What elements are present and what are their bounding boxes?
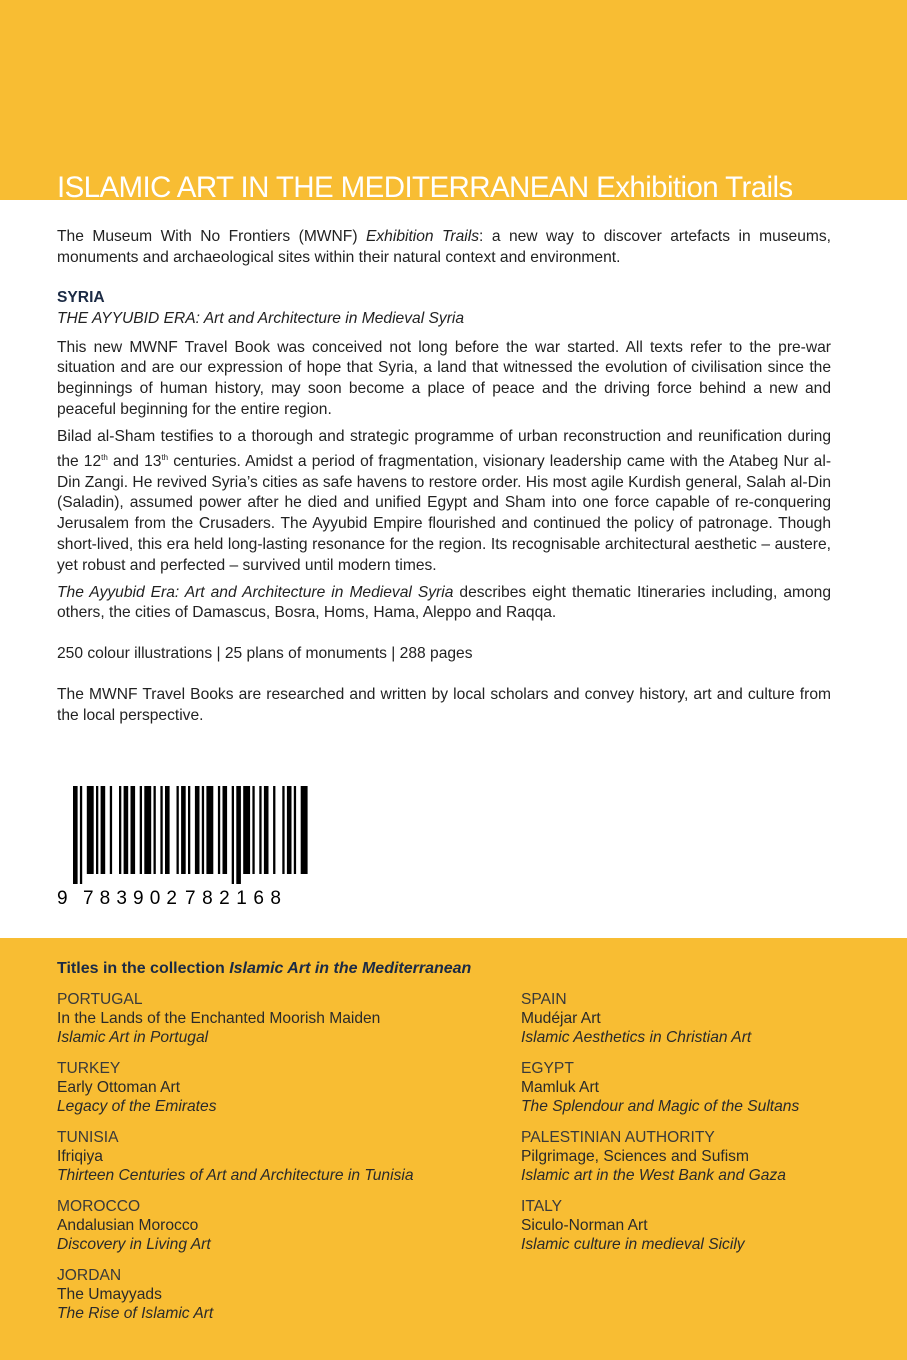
barcode-digits-2: 783902 [83,888,177,909]
entry-subtitle: Islamic art in the West Bank and Gaza [521,1167,786,1184]
collection-entry [521,990,907,1047]
entry-subtitle: Islamic culture in medieval Sicily [521,1236,745,1253]
entry-subtitle: Legacy of the Emirates [57,1098,217,1115]
barcode-bar [202,786,204,874]
book-country: SYRIA [57,288,105,306]
barcode-digits-1: 9 [57,888,68,909]
entry-country: SPAIN [521,991,567,1008]
entry-country: PALESTINIAN AUTHORITY [521,1129,715,1146]
entry-title: Mamluk Art [521,1079,599,1096]
entry-country: EGYPT [521,1060,574,1077]
barcode-bar [110,786,112,874]
barcode-bar [80,786,82,884]
entry-title: Pilgrimage, Sciences and Sufism [521,1148,749,1165]
barcode-bar [177,786,179,874]
barcode-bar [218,786,220,874]
barcode-bar [273,786,275,874]
entry-subtitle: Thirteen Centuries of Art and Architecture in Tunisia [57,1167,414,1184]
book-subtitle: THE AYYUBID ERA: Art and Architecture in Medieval Syria [57,309,465,327]
barcode-bar [259,786,261,874]
description-content [57,227,831,727]
entry-title: Early Ottoman Art [57,1079,181,1096]
collection-entry [57,1059,477,1116]
title-tail: Exhibition Trails [588,171,793,204]
barcode-bar [287,786,292,874]
entry-country: TUNISIA [57,1129,119,1146]
barcode-bar [154,786,156,874]
barcode-digits-3: 782168 [185,888,281,909]
book-stats: 250 colour illustrations | 25 plans of monuments | 288 pages [57,645,473,663]
collection-entry [521,1128,907,1185]
barcode-bar [301,786,308,874]
barcode-bar [232,786,234,884]
barcode-bars [73,786,308,884]
closing-paragraph: The MWNF Travel Books are researched and written by local scholars and convey history, art and culture from the local perspective. [57,685,831,724]
entry-subtitle: Discovery in Living Art [57,1236,211,1253]
page-title [57,168,793,208]
collection-entry [57,1266,477,1323]
entry-subtitle: The Rise of Islamic Art [57,1305,214,1322]
entry-subtitle: Islamic Art in Portugal [57,1029,209,1046]
entry-country: TURKEY [57,1060,121,1077]
entry-title: Andalusian Morocco [57,1217,199,1234]
entry-country: MOROCCO [57,1198,141,1215]
barcode-bar [119,786,121,874]
isbn-barcode [55,780,315,910]
barcode-bar [264,786,269,874]
barcode-bar [236,786,241,884]
barcode-bar [243,786,250,874]
barcode-bar [252,786,254,874]
collection-entry [521,1197,907,1254]
entry-country: PORTUGAL [57,991,143,1008]
barcode-bar [282,786,284,874]
barcode-bar [181,786,186,874]
barcode-bar [87,786,94,874]
entry-subtitle: Islamic Aesthetics in Christian Art [521,1029,752,1046]
entry-subtitle: The Splendour and Magic of the Sultans [521,1098,800,1115]
barcode-bar [206,786,213,874]
barcode-bar [294,786,296,874]
barcode-bar [73,786,78,884]
barcode-bar [101,786,106,874]
title-main: ISLAMIC ART IN THE MEDITERRANEAN [57,171,589,204]
entry-country: JORDAN [57,1267,122,1284]
collection-entry [57,990,477,1047]
entry-title: Ifriqiya [57,1148,103,1165]
collection-list-right [521,990,907,1266]
barcode-bar [195,786,200,874]
collection-entry [57,1197,477,1254]
collection-entry [521,1059,907,1116]
barcode-bar [165,786,170,874]
barcode-bar [188,786,190,874]
entry-country: ITALY [521,1198,563,1215]
entry-title: The Umayyads [57,1286,162,1303]
barcode-bar [223,786,228,874]
barcode-bar [160,786,162,874]
barcode-bar [124,786,129,874]
barcode-bar [140,786,142,874]
body-paragraph-3: The Ayyubid Era: Art and Architecture in Medieval Syria describes eight thematic Itineraries including, among others, the cities of Damascus, Bosra, Homs, Hama, Aleppo and Raqqa. [57,583,832,622]
barcode-bar [144,786,151,874]
collection-list-left [57,990,477,1335]
entry-title: In the Lands of the Enchanted Moorish Maiden [57,1010,381,1027]
collection-entry [57,1128,477,1185]
entry-title: Mudéjar Art [521,1010,601,1027]
entry-title: Siculo-Norman Art [521,1217,648,1234]
intro-paragraph: The Museum With No Frontiers (MWNF) Exhibition Trails: a new way to discover artefacts in museums, monuments and archaeological sites within their natural context and environment. [57,228,832,266]
collection-heading: Titles in the collection Islamic Art in the Mediterranean [57,960,472,977]
barcode-bar [96,786,98,874]
body-paragraph-1: This new MWNF Travel Book was conceived not long before the war started. All texts refer to the pre-war situation and are our expression of hope that Syria, a land that witnessed the evolution of civilisation since the beginnings of human history, may soon become a place of peace and the driving force behind a new and peaceful beginning for the entire region. [57,338,831,418]
barcode-bar [131,786,136,874]
body-paragraph-2: Bilad al-Sham testifies to a thorough and strategic programme of urban reconstruction and reunification during the 12th and 13th centuries. Amidst a period of fragmentation, visionary leadership came with the Atabeg Nur al-Din Zangi. He revived Syria’s cities as safe havens to restore order. His most agile Kurdish general, Salah al-Din (Saladin), assumed power after he died and unified Egypt and Sham into one force capable of re-conquering Jerusalem from the Crusaders. The Ayyubid Empire flourished and continued the policy of patronage. Though short-lived, this era held long-lasting resonance for the region. Its recognisable architectural aesthetic – austere, yet robust and perfected – survived until modern times. [57,427,832,574]
